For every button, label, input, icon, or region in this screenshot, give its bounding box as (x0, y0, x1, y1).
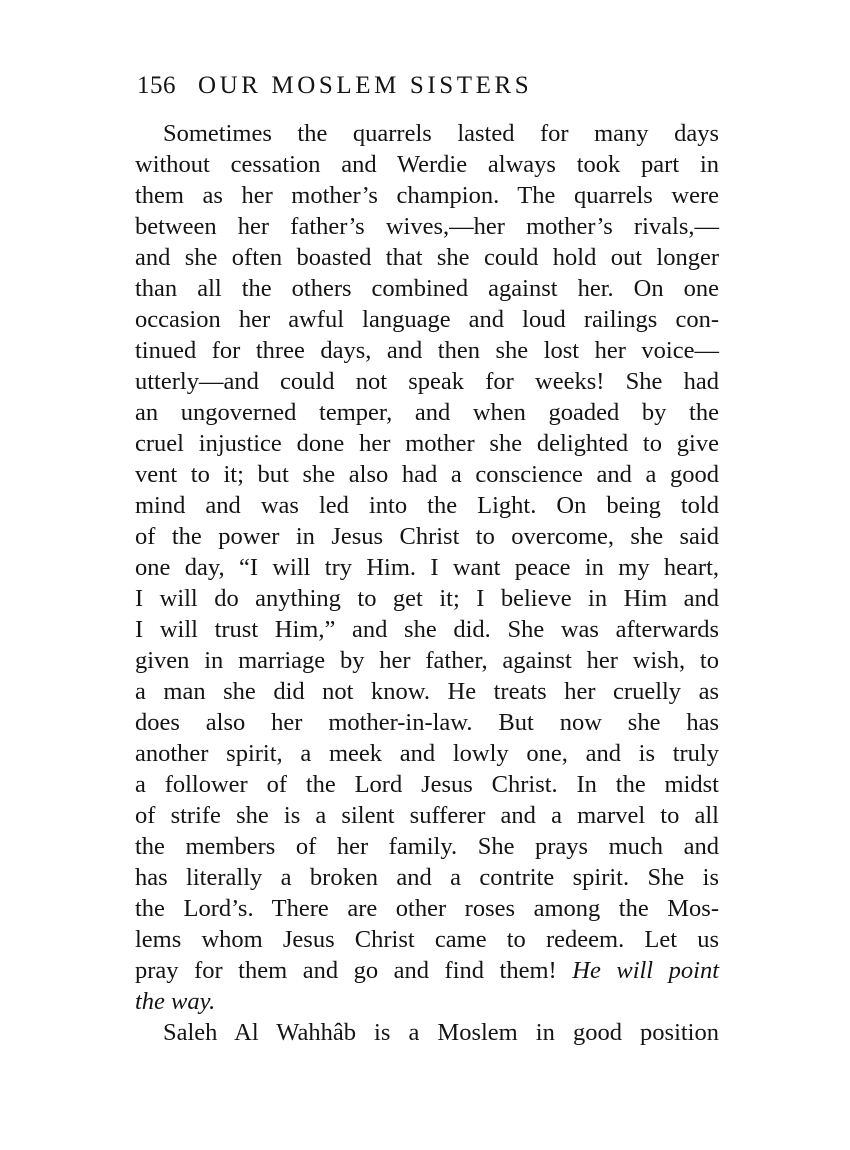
text-segment: pray for them and go and find them! (135, 957, 557, 984)
body-text (135, 118, 719, 1048)
text-line-mixed (135, 955, 719, 986)
text-line: another spirit, a meek and lowly one, and is truly (135, 740, 719, 767)
text-line: the Lord’s. There are other roses among the Mos- (135, 895, 719, 922)
text-line: one day, “I will try Him. I want peace in my heart, (135, 554, 719, 581)
text-line: the members of her family. She prays much and (135, 833, 719, 860)
text-line: a man she did not know. He treats her cruelly as (135, 678, 719, 705)
text-line: occasion her awful language and loud railings con- (135, 306, 719, 333)
running-head (137, 66, 737, 106)
text-line: I will trust Him,” and she did. She was afterwards (135, 616, 719, 643)
text-line: has literally a broken and a contrite spirit. She is (135, 864, 719, 891)
text-line: I will do anything to get it; I believe in Him and (135, 585, 719, 612)
text-line: Saleh Al Wahhâb is a Moslem in good position (163, 1019, 719, 1046)
book-title: OUR MOSLEM SISTERS (198, 72, 533, 99)
text-line-end-paragraph (135, 986, 719, 1017)
text-line: vent to it; but she also had a conscience and a good (135, 461, 719, 488)
text-line: of strife she is a silent sufferer and a marvel to all (135, 802, 719, 829)
text-line: mind and was led into the Light. On being told (135, 492, 719, 519)
text-line: between her father’s wives,—her mother’s rivals,— (135, 213, 719, 240)
text-line: them as her mother’s champion. The quarrels were (135, 182, 719, 209)
text-line: than all the others combined against her. On one (135, 275, 719, 302)
italic-text: He will point (572, 957, 720, 984)
text-line: does also her mother-in-law. But now she has (135, 709, 719, 736)
text-line: an ungoverned temper, and when goaded by the (135, 399, 719, 426)
text-line: lems whom Jesus Christ came to redeem. Let us (135, 926, 719, 953)
text-line: utterly—and could not speak for weeks! She had (135, 368, 719, 395)
text-line: and she often boasted that she could hold out longer (135, 244, 719, 271)
italic-text: the way. (135, 988, 216, 1015)
text-line: a follower of the Lord Jesus Christ. In the midst (135, 771, 719, 798)
text-line: without cessation and Werdie always took part in (135, 151, 719, 178)
text-line: cruel injustice done her mother she delighted to give (135, 430, 719, 457)
text-line: of the power in Jesus Christ to overcome, she said (135, 523, 719, 550)
page-number: 156 (137, 72, 176, 99)
text-line: Sometimes the quarrels lasted for many days (163, 120, 719, 147)
text-line: given in marriage by her father, against her wish, to (135, 647, 719, 674)
text-line: tinued for three days, and then she lost her voice— (135, 337, 719, 364)
